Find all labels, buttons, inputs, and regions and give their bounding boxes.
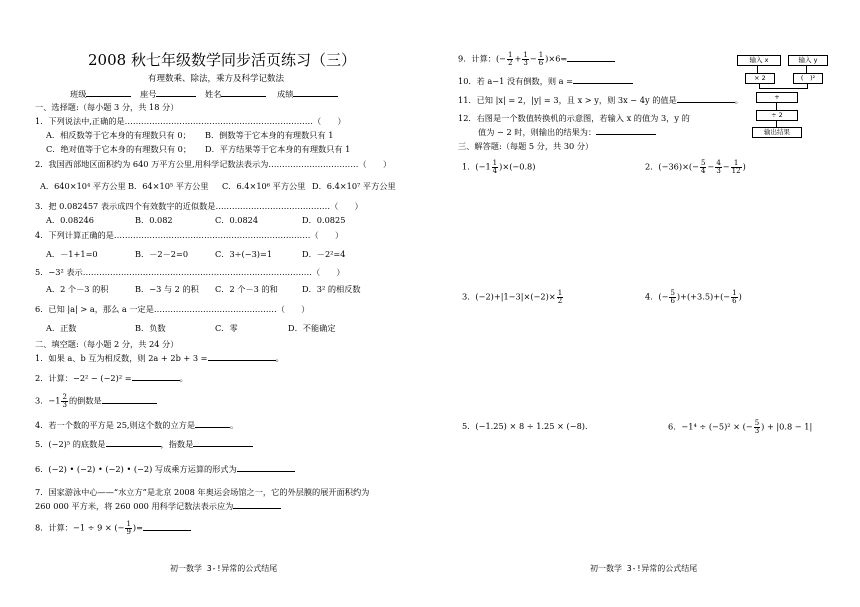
solve-6-fraction: $\frac{5}{3}$ — [754, 419, 760, 435]
question-3-stem: 3．把 0.082457 表示成四个有效数字的近似数是……………………………………（ ） — [35, 201, 363, 211]
fill-7-line2 — [35, 502, 281, 510]
question-4-stem: 4．下列计算正确的是………………………………………………………………（ ） — [35, 230, 344, 240]
solve-4: 4．(− $\frac{5}{6}$ )+(+3.5)+(− $\frac{1}{6}$ ) — [645, 289, 742, 305]
question-5-option-c[interactable]: C．2 个－3 的和 — [215, 284, 278, 294]
solve-1 — [462, 160, 535, 175]
fill-1-text: 1．如果 a、b 互为相反数，则 2a + 2b + 3 = — [35, 353, 208, 363]
input-x-box: 输入 x — [737, 55, 781, 66]
solve-1-text: 1．(−1 — [462, 161, 491, 172]
fill-11: 11．已知 |x| = 2，|y| = 3，且 x > y，则 3x − 4y 的值是 。 — [458, 95, 743, 105]
fill-6-text: 6．(−2) • (−2) • (−2) • (−2) 写成乘方运算的形式为 — [35, 464, 237, 474]
solve-1-tail: )×(−0.8) — [499, 161, 536, 172]
question-3-option-a[interactable]: A．0.08246 — [46, 215, 94, 225]
divide-2-box: ÷ 2 — [756, 110, 798, 121]
section3-heading: 三、解答题:（每题 5 分，共 30 分） — [458, 141, 594, 151]
square-box: ( )² — [793, 73, 823, 84]
name-field[interactable] — [221, 96, 266, 97]
question-4-option-b[interactable]: B．－2－2=0 — [135, 249, 189, 259]
fill-5-text-b: ，指数是 — [160, 439, 194, 449]
connector-line — [776, 120, 777, 127]
solve-2-frac-3: $\frac{1}{12}$ — [731, 159, 741, 175]
solve-6-text: 6．−1⁴ ÷ (−5)² × (− — [668, 421, 753, 432]
section2-heading: 二、填空题:（每小题 2 分，共 24 分） — [35, 339, 179, 349]
fill-10 — [458, 77, 633, 85]
solve-4-frac-1: $\frac{5}{6}$ — [670, 289, 675, 305]
question-5-stem: 5．−3² 表示…………………………………………………………………………（ ） — [35, 267, 345, 277]
solve-6: 6．−1⁴ ÷ (−5)² × (− $\frac{5}{3}$ ) + |0.8 − 1| — [668, 419, 813, 435]
fill-5-text-a: 5．(−2)⁵ 的底数是 — [35, 439, 106, 449]
fill-8-blank[interactable] — [143, 530, 191, 531]
fill-10-text: 10．若 a−1 没有倒数，则 a = — [458, 76, 574, 86]
fill-12-line1: 12．右图是一个数值转换机的示意图，若输入 x 的值为 3，y 的 — [458, 113, 690, 123]
fill-5-blank-b[interactable] — [193, 446, 253, 447]
fill-7-text: 260 000 平方米，将 260 000 用科学记数法表示应为 — [35, 501, 234, 511]
question-3-option-b[interactable]: B．0.082 — [135, 215, 173, 225]
fill-3 — [35, 394, 157, 409]
class-label: 班级 — [70, 89, 87, 99]
fill-3-fraction: $\frac{2}{3}$ — [62, 393, 67, 409]
fill-3-whole: 3．−1 — [35, 395, 61, 406]
seat-field[interactable] — [156, 96, 196, 97]
question-1-option-a[interactable]: A．相反数等于它本身的有理数只有 0； — [46, 130, 191, 140]
question-1-option-b[interactable]: B．倒数等于它本身的有理数只有 1 — [205, 130, 334, 140]
left-footer: 初一数学 3-!异常的公式结尾 — [170, 564, 278, 573]
fill-2: 2．计算：−2² − (−2)² = 。 — [35, 373, 188, 383]
class-field[interactable] — [86, 96, 131, 97]
solve-1-fraction: $\frac{1}{4}$ — [492, 159, 498, 175]
fill-1-blank[interactable] — [208, 360, 276, 361]
solve-3-text: 3．(−2)+|1−3|×(−2)× — [462, 291, 556, 302]
connector-line — [776, 102, 777, 110]
question-2-stem: 2．我国西部地区面积约为 640 万平方公里,用科学记数法表示为……………………………（ ） — [35, 159, 392, 169]
question-6-option-c[interactable]: C．零 — [215, 323, 238, 333]
fill-6 — [35, 465, 295, 473]
solve-4-text: 4．(− — [645, 291, 669, 302]
question-2-option-c[interactable]: C．6.4×10⁶ 平方公里 — [222, 181, 306, 191]
question-6-option-a[interactable]: A．正数 — [46, 323, 77, 333]
fill-8: 8．计算：−1 ÷ 9 × (− $\frac{1}{9}$ )= — [35, 521, 191, 536]
fill-12-text: 值为 − 2 时，则输出的结果为： — [478, 127, 597, 137]
question-6-stem: 6．已知 |a| > a，那么 a 一定是………………………………………（ ） — [35, 304, 310, 314]
solve-3-fraction: $\frac{1}{2}$ — [557, 289, 563, 305]
fill-9-frac-2: $\frac{1}{3}$ — [523, 51, 528, 67]
fill-10-blank[interactable] — [573, 83, 633, 84]
fill-3-text: 的倒数是 — [68, 395, 102, 406]
question-5-option-b[interactable]: B．−3 与 2 的积 — [135, 284, 199, 294]
fill-7-line1: 7．国家游泳中心——“水立方”是北京 2008 年奥运会场馆之一，它的外层膜的展开面积约为 — [35, 487, 370, 497]
right-footer: 初一数学 3-!异常的公式结尾 — [590, 564, 698, 573]
question-6-option-d[interactable]: D．不能确定 — [288, 323, 336, 333]
fill-4-blank[interactable] — [195, 427, 230, 428]
question-6-option-b[interactable]: B．负数 — [135, 323, 166, 333]
fill-9-frac-1: $\frac{1}{2}$ — [508, 51, 513, 67]
connector-line — [759, 88, 808, 89]
output-box: 输出结果 — [752, 127, 802, 138]
fill-9-blank[interactable] — [567, 61, 615, 62]
question-2-option-a[interactable]: A．640×10⁴ 平方公里 — [40, 181, 126, 191]
score-label: 成绩 — [277, 89, 294, 99]
fill-8-text: 8．计算：−1 ÷ 9 × (− — [35, 522, 125, 533]
fill-4: 4．若一个数的平方是 25,则这个数的立方是 。 — [35, 420, 239, 430]
question-2-option-d[interactable]: D．6.4×10⁷ 平方公里 — [312, 181, 396, 191]
question-3-option-c[interactable]: C．0.0824 — [215, 215, 259, 225]
page-subtitle: 有理数乘、除法，乘方及科学记数法 — [148, 74, 285, 84]
solve-5: 5．(−1.25) × 8 ÷ 1.25 × (−8)． — [462, 421, 594, 431]
fill-5 — [35, 440, 253, 448]
connector-line — [757, 65, 758, 73]
solve-2: 2．(−36)×(− $\frac{5}{4}$ − $\frac{4}{3}$ − $\frac{1}{12}$ ) — [645, 159, 746, 175]
solve-2-frac-1: $\frac{5}{4}$ — [700, 159, 706, 175]
solve-2-text: 2．(−36)×(− — [645, 161, 699, 172]
question-1-stem: 1．下列说法中,正确的是……………………………………………………………（ ） — [35, 116, 346, 126]
fill-12-line2 — [478, 128, 656, 136]
name-label: 姓名 — [205, 89, 222, 99]
fill-3-blank[interactable] — [102, 403, 157, 404]
fill-11-blank[interactable] — [677, 102, 735, 103]
fill-12-blank[interactable] — [596, 134, 656, 135]
fill-2-text: 2．计算：−2² − (−2)² = — [35, 373, 132, 383]
fill-6-blank[interactable] — [237, 471, 295, 472]
question-3-option-d[interactable]: D．0.0825 — [302, 215, 346, 225]
solve-4-frac-2: $\frac{1}{6}$ — [732, 289, 737, 305]
connector-line — [806, 65, 807, 73]
fill-5-blank-a[interactable] — [106, 446, 161, 447]
fill-8-paren: ) — [132, 522, 137, 533]
times-2-box: × 2 — [745, 73, 775, 84]
fill-11-text: 11．已知 |x| = 2，|y| = 3，且 x > y，则 3x − 4y 的值是 — [458, 95, 677, 105]
question-1-option-d[interactable]: D．平方结果等于它本身的有理数只有 1 — [205, 144, 351, 154]
question-4-option-c[interactable]: C．3÷(−3)=1 — [215, 249, 273, 259]
section1-heading: 一、选择题:（每小题 3 分，共 18 分） — [35, 102, 179, 112]
fill-1: 1．如果 a、b 互为相反数，则 2a + 2b + 3 = 。 — [35, 353, 284, 363]
plus-box: + — [756, 92, 798, 103]
fill-4-text: 4．若一个数的平方是 25,则这个数的立方是 — [35, 420, 196, 430]
page-title: 2008 秋七年级数学同步活页练习（三） — [88, 51, 356, 69]
question-2-option-b[interactable]: B．64×10⁵ 平方公里 — [128, 181, 209, 191]
fill-7-blank[interactable] — [233, 508, 281, 509]
question-4-option-d[interactable]: D．－2²=4 — [302, 249, 346, 259]
fill-8-fraction: $\frac{1}{9}$ — [126, 520, 131, 536]
question-1-option-c[interactable]: C．绝对值等于它本身的有理数只有 0； — [46, 144, 192, 154]
question-5-option-a[interactable]: A．2 个－3 的积 — [46, 284, 109, 294]
solve-2-frac-2: $\frac{4}{3}$ — [716, 159, 721, 175]
fill-9-frac-3: $\frac{1}{6}$ — [538, 51, 544, 67]
question-5-option-d[interactable]: D．3² 的相反数 — [302, 284, 361, 294]
fill-9-text: 9．计算：(− — [458, 53, 507, 64]
question-4-option-a[interactable]: A．－1+1=0 — [46, 249, 98, 259]
student-info-row — [70, 90, 338, 98]
score-field[interactable] — [293, 96, 338, 97]
fill-2-blank[interactable] — [132, 380, 180, 381]
seat-label: 座号 — [140, 89, 157, 99]
input-y-box: 输入 y — [788, 55, 828, 66]
solve-3 — [462, 290, 564, 305]
fill-9: 9．计算：(− $\frac{1}{2}$ + $\frac{1}{3}$ − $\frac{1}{6}$ )×6= — [458, 52, 615, 67]
